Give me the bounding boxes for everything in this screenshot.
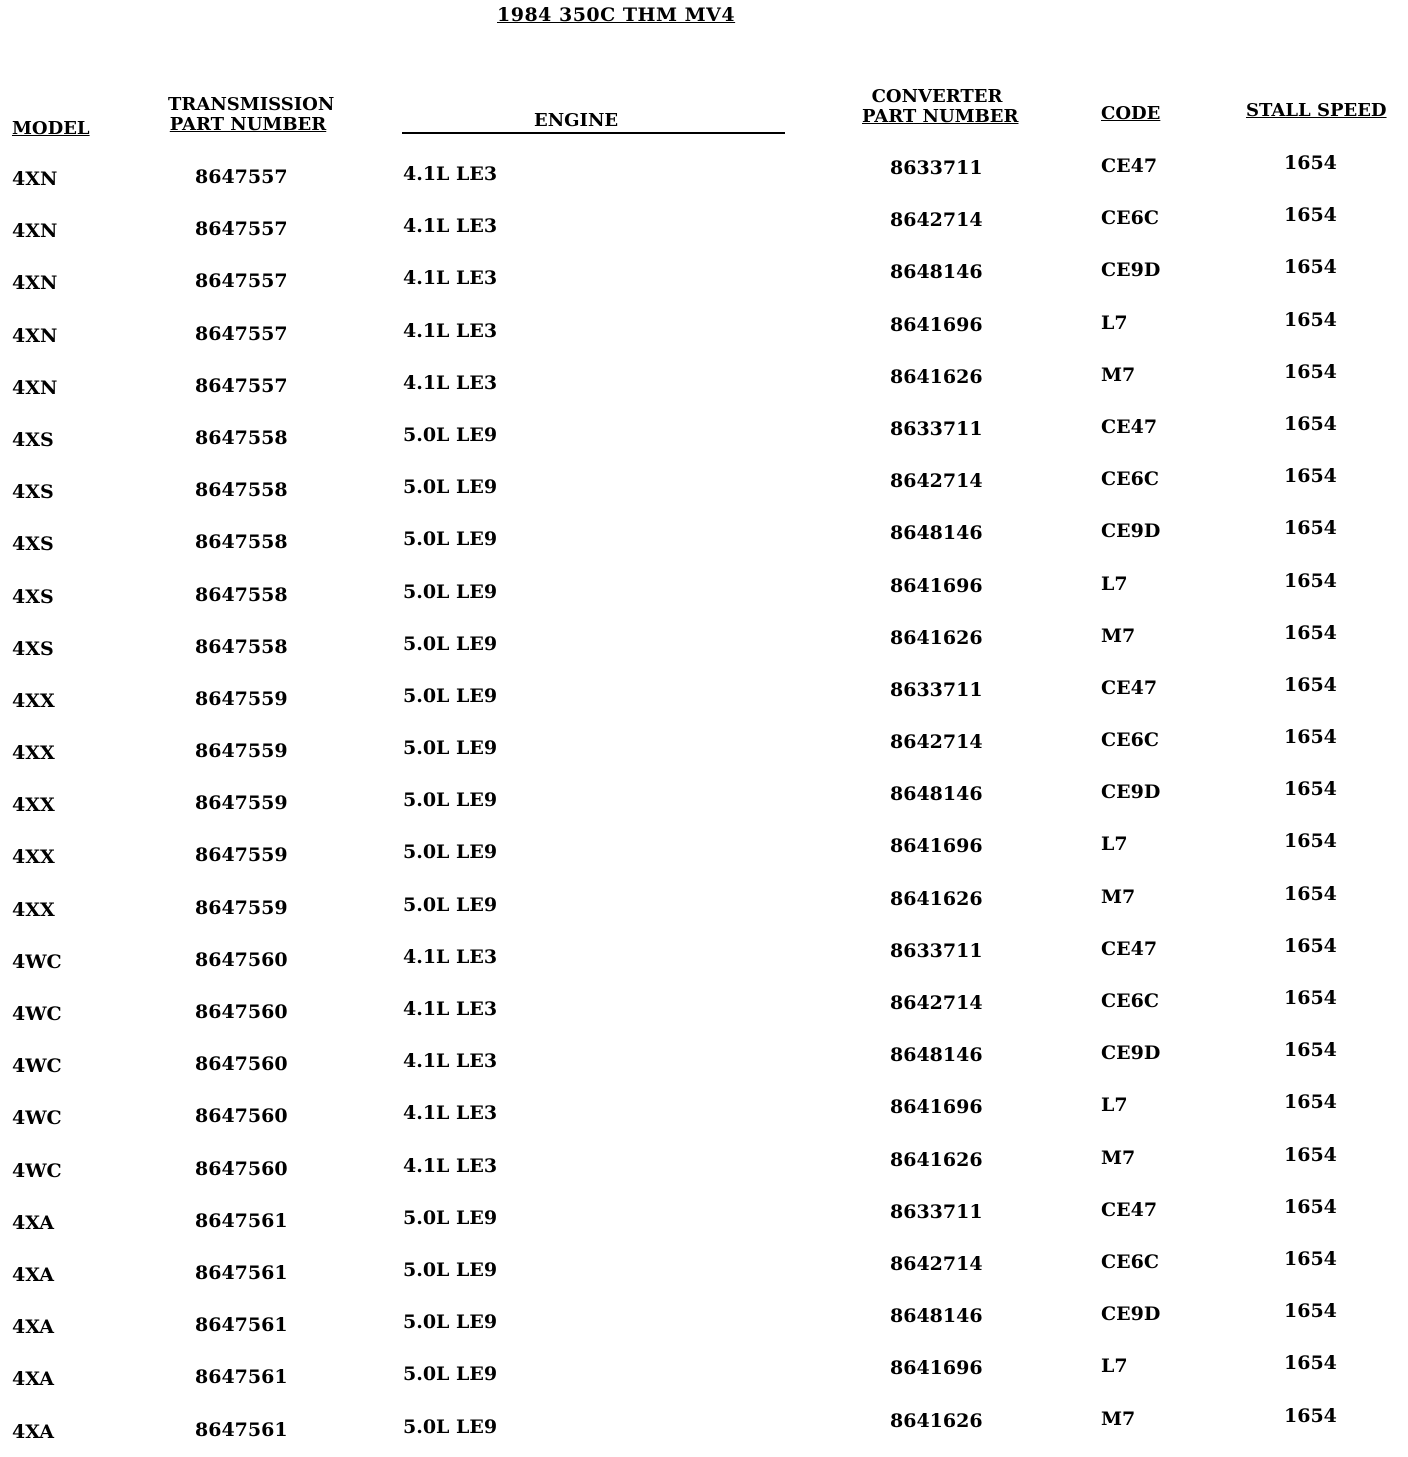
model-cell: 4XX bbox=[12, 742, 55, 765]
stall-speed-cell: 1654 bbox=[1284, 308, 1337, 331]
table-row bbox=[0, 517, 1408, 569]
engine-cell: 4.1L LE3 bbox=[403, 1050, 498, 1073]
engine-cell: 4.1L LE3 bbox=[403, 371, 498, 394]
header-converter-line2: PART NUMBER bbox=[862, 106, 1019, 127]
transmission-part-cell: 8647558 bbox=[195, 479, 288, 502]
code-cell: CE47 bbox=[1101, 155, 1158, 177]
engine-cell: 5.0L LE9 bbox=[403, 841, 498, 864]
table-row bbox=[0, 883, 1408, 935]
stall-speed-cell: 1654 bbox=[1284, 778, 1337, 801]
header-code bbox=[1101, 104, 1160, 124]
transmission-part-cell: 8647559 bbox=[195, 844, 288, 867]
code-cell: CE6C bbox=[1101, 207, 1159, 230]
code-cell: L7 bbox=[1101, 311, 1128, 334]
converter-part-cell: 8642714 bbox=[890, 1252, 983, 1275]
transmission-part-cell: 8647559 bbox=[195, 792, 288, 815]
model-cell: 4WC bbox=[12, 1003, 62, 1025]
model-cell: 4XA bbox=[12, 1211, 55, 1234]
engine-cell: 5.0L LE9 bbox=[403, 580, 498, 603]
converter-part-cell: 8642714 bbox=[890, 731, 983, 754]
stall-speed-cell: 1654 bbox=[1284, 830, 1337, 853]
table-row bbox=[0, 361, 1408, 413]
table-row bbox=[0, 778, 1408, 830]
model-cell: 4XX bbox=[12, 898, 55, 921]
page-title: 1984 350C THM MV4 bbox=[497, 4, 736, 26]
transmission-part-cell: 8647560 bbox=[195, 1053, 288, 1076]
stall-speed-cell: 1654 bbox=[1284, 1404, 1337, 1427]
converter-part-cell: 8633711 bbox=[890, 417, 983, 440]
engine-cell: 5.0L LE9 bbox=[403, 423, 498, 446]
model-cell: 4XA bbox=[12, 1368, 55, 1391]
stall-speed-cell: 1654 bbox=[1284, 1143, 1337, 1166]
header-model-label: MODEL bbox=[12, 118, 90, 139]
transmission-part-cell: 8647560 bbox=[195, 948, 288, 971]
converter-part-cell: 8641626 bbox=[890, 626, 983, 649]
transmission-part-cell: 8647560 bbox=[195, 1157, 288, 1180]
converter-part-cell: 8648146 bbox=[890, 1305, 983, 1328]
code-cell: L7 bbox=[1101, 833, 1128, 856]
engine-cell: 4.1L LE3 bbox=[403, 1102, 498, 1125]
model-cell: 4XA bbox=[12, 1420, 55, 1443]
stall-speed-cell: 1654 bbox=[1284, 934, 1337, 957]
engine-cell: 4.1L LE3 bbox=[403, 215, 498, 238]
converter-part-cell: 8648146 bbox=[890, 522, 983, 545]
converter-part-cell: 8633711 bbox=[890, 939, 983, 962]
header-stall-speed-label: STALL SPEED bbox=[1246, 100, 1387, 121]
transmission-part-cell: 8647557 bbox=[195, 270, 288, 293]
header-engine-rule bbox=[402, 132, 785, 134]
transmission-part-cell: 8647559 bbox=[195, 687, 288, 710]
table-row bbox=[0, 726, 1408, 778]
header-transmission bbox=[168, 94, 335, 135]
table-row bbox=[0, 570, 1408, 622]
stall-speed-cell: 1654 bbox=[1284, 465, 1337, 488]
engine-cell: 4.1L LE3 bbox=[403, 267, 498, 290]
converter-part-cell: 8633711 bbox=[890, 157, 983, 179]
converter-part-cell: 8633711 bbox=[890, 1200, 983, 1223]
stall-speed-cell: 1654 bbox=[1284, 1195, 1337, 1218]
engine-cell: 5.0L LE9 bbox=[403, 1311, 498, 1334]
converter-part-cell: 8642714 bbox=[890, 992, 983, 1014]
transmission-part-cell: 8647560 bbox=[195, 1105, 288, 1128]
engine-cell: 5.0L LE9 bbox=[403, 684, 498, 707]
header-converter-line1: CONVERTER bbox=[871, 86, 1003, 107]
header-model bbox=[12, 119, 90, 139]
stall-speed-cell: 1654 bbox=[1284, 987, 1337, 1009]
converter-part-cell: 8648146 bbox=[890, 783, 983, 806]
converter-part-cell: 8641696 bbox=[890, 1357, 983, 1380]
table-row bbox=[0, 1248, 1408, 1300]
stall-speed-cell: 1654 bbox=[1284, 1039, 1337, 1062]
engine-cell: 4.1L LE3 bbox=[403, 998, 498, 1020]
table-row bbox=[0, 1196, 1408, 1248]
engine-cell: 5.0L LE9 bbox=[403, 1206, 498, 1229]
transmission-part-cell: 8647557 bbox=[195, 218, 288, 241]
transmission-part-cell: 8647561 bbox=[195, 1366, 288, 1389]
engine-cell: 4.1L LE3 bbox=[403, 319, 498, 342]
stall-speed-cell: 1654 bbox=[1284, 1300, 1337, 1323]
code-cell: CE9D bbox=[1101, 520, 1161, 543]
table-row bbox=[0, 152, 1408, 204]
table-row bbox=[0, 674, 1408, 726]
model-cell: 4XS bbox=[12, 637, 54, 660]
model-cell: 4XS bbox=[12, 533, 54, 556]
header-transmission-line2: PART NUMBER bbox=[169, 114, 327, 135]
model-cell: 4XN bbox=[12, 376, 58, 399]
engine-cell: 5.0L LE9 bbox=[403, 528, 498, 551]
transmission-part-cell: 8647561 bbox=[195, 1418, 288, 1441]
transmission-part-cell: 8647558 bbox=[195, 426, 288, 449]
code-cell: CE6C bbox=[1101, 990, 1159, 1012]
transmission-part-cell: 8647559 bbox=[195, 740, 288, 763]
stall-speed-cell: 1654 bbox=[1284, 1247, 1337, 1270]
header-converter bbox=[862, 86, 1019, 127]
table-row bbox=[0, 1144, 1408, 1196]
model-cell: 4XN bbox=[12, 168, 58, 190]
code-cell: CE47 bbox=[1101, 937, 1158, 960]
model-cell: 4XX bbox=[12, 846, 55, 869]
transmission-part-cell: 8647561 bbox=[195, 1209, 288, 1232]
code-cell: CE9D bbox=[1101, 1303, 1161, 1326]
header-engine bbox=[534, 111, 618, 131]
converter-part-cell: 8642714 bbox=[890, 209, 983, 232]
code-cell: CE6C bbox=[1101, 729, 1159, 752]
engine-cell: 5.0L LE9 bbox=[403, 789, 498, 812]
converter-part-cell: 8641696 bbox=[890, 574, 983, 597]
converter-part-cell: 8641626 bbox=[890, 365, 983, 388]
engine-cell: 4.1L LE3 bbox=[403, 1154, 498, 1177]
table-row bbox=[0, 987, 1408, 1039]
model-cell: 4XS bbox=[12, 428, 54, 451]
converter-part-cell: 8641626 bbox=[890, 887, 983, 910]
table-row bbox=[0, 1300, 1408, 1352]
engine-cell: 5.0L LE9 bbox=[403, 893, 498, 916]
model-cell: 4WC bbox=[12, 1159, 62, 1182]
code-cell: M7 bbox=[1101, 624, 1136, 647]
converter-part-cell: 8642714 bbox=[890, 470, 983, 493]
model-cell: 4XN bbox=[12, 272, 58, 295]
table-row bbox=[0, 309, 1408, 361]
stall-speed-cell: 1654 bbox=[1284, 360, 1337, 383]
engine-cell: 5.0L LE9 bbox=[403, 1258, 498, 1281]
code-cell: CE9D bbox=[1101, 781, 1161, 804]
table-row bbox=[0, 256, 1408, 308]
code-cell: CE6C bbox=[1101, 468, 1159, 491]
model-cell: 4WC bbox=[12, 1055, 62, 1078]
stall-speed-cell: 1654 bbox=[1284, 726, 1337, 749]
engine-cell: 5.0L LE9 bbox=[403, 1363, 498, 1386]
stall-speed-cell: 1654 bbox=[1284, 673, 1337, 696]
engine-cell: 5.0L LE9 bbox=[403, 1415, 498, 1438]
code-cell: CE47 bbox=[1101, 1198, 1158, 1221]
table-row bbox=[0, 622, 1408, 674]
model-cell: 4XA bbox=[12, 1316, 55, 1339]
engine-cell: 4.1L LE3 bbox=[403, 163, 498, 185]
converter-part-cell: 8641696 bbox=[890, 1096, 983, 1119]
converter-part-cell: 8641696 bbox=[890, 313, 983, 336]
model-cell: 4XS bbox=[12, 585, 54, 608]
transmission-part-cell: 8647559 bbox=[195, 896, 288, 919]
model-cell: 4XN bbox=[12, 324, 58, 347]
header-transmission-line1: TRANSMISSION bbox=[168, 94, 335, 115]
code-cell: CE6C bbox=[1101, 1250, 1159, 1273]
model-cell: 4XN bbox=[12, 220, 58, 243]
stall-speed-cell: 1654 bbox=[1284, 882, 1337, 905]
converter-part-cell: 8641626 bbox=[890, 1148, 983, 1171]
code-cell: L7 bbox=[1101, 572, 1128, 595]
table-row bbox=[0, 830, 1408, 882]
table-row bbox=[0, 1405, 1408, 1457]
engine-cell: 5.0L LE9 bbox=[403, 476, 498, 499]
table-row bbox=[0, 1039, 1408, 1091]
engine-cell: 4.1L LE3 bbox=[403, 945, 498, 968]
engine-cell: 5.0L LE9 bbox=[403, 737, 498, 760]
transmission-part-cell: 8647560 bbox=[195, 1001, 288, 1023]
converter-part-cell: 8633711 bbox=[890, 678, 983, 701]
header-code-label: CODE bbox=[1101, 103, 1161, 124]
model-cell: 4WC bbox=[12, 1107, 62, 1130]
transmission-part-cell: 8647557 bbox=[195, 322, 288, 345]
code-cell: CE9D bbox=[1101, 1042, 1161, 1065]
transmission-part-cell: 8647558 bbox=[195, 531, 288, 554]
table-row bbox=[0, 935, 1408, 987]
code-cell: M7 bbox=[1101, 885, 1136, 908]
code-cell: M7 bbox=[1101, 1407, 1136, 1430]
code-cell: M7 bbox=[1101, 363, 1136, 386]
transmission-part-cell: 8647558 bbox=[195, 583, 288, 606]
model-cell: 4XX bbox=[12, 794, 55, 817]
code-cell: L7 bbox=[1101, 1094, 1128, 1117]
table-row bbox=[0, 204, 1408, 256]
stall-speed-cell: 1654 bbox=[1284, 517, 1337, 540]
converter-part-cell: 8648146 bbox=[890, 1044, 983, 1067]
transmission-part-cell: 8647558 bbox=[195, 635, 288, 658]
stall-speed-cell: 1654 bbox=[1284, 621, 1337, 644]
transmission-part-cell: 8647561 bbox=[195, 1314, 288, 1337]
code-cell: L7 bbox=[1101, 1355, 1128, 1378]
model-cell: 4WC bbox=[12, 950, 62, 973]
stall-speed-cell: 1654 bbox=[1284, 256, 1337, 279]
table-row bbox=[0, 1091, 1408, 1143]
table-row bbox=[0, 1352, 1408, 1404]
engine-cell: 5.0L LE9 bbox=[403, 632, 498, 655]
table-row bbox=[0, 465, 1408, 517]
model-cell: 4XX bbox=[12, 689, 55, 712]
stall-speed-cell: 1654 bbox=[1284, 569, 1337, 592]
stall-speed-cell: 1654 bbox=[1284, 412, 1337, 435]
code-cell: CE47 bbox=[1101, 676, 1158, 699]
header-engine-label: ENGINE bbox=[534, 110, 619, 131]
code-cell: CE9D bbox=[1101, 259, 1161, 282]
converter-part-cell: 8641696 bbox=[890, 835, 983, 858]
code-cell: CE47 bbox=[1101, 415, 1158, 438]
code-cell: M7 bbox=[1101, 1146, 1136, 1169]
transmission-part-cell: 8647561 bbox=[195, 1261, 288, 1284]
converter-part-cell: 8641626 bbox=[890, 1409, 983, 1432]
stall-speed-cell: 1654 bbox=[1284, 204, 1337, 227]
converter-part-cell: 8648146 bbox=[890, 261, 983, 284]
stall-speed-cell: 1654 bbox=[1284, 152, 1337, 174]
stall-speed-cell: 1654 bbox=[1284, 1352, 1337, 1375]
model-cell: 4XS bbox=[12, 481, 54, 504]
stall-speed-cell: 1654 bbox=[1284, 1091, 1337, 1114]
transmission-part-cell: 8647557 bbox=[195, 166, 288, 188]
header-stall-speed bbox=[1246, 101, 1387, 121]
table-row bbox=[0, 413, 1408, 465]
parts-table bbox=[0, 152, 1408, 1457]
model-cell: 4XA bbox=[12, 1263, 55, 1286]
transmission-part-cell: 8647557 bbox=[195, 374, 288, 397]
